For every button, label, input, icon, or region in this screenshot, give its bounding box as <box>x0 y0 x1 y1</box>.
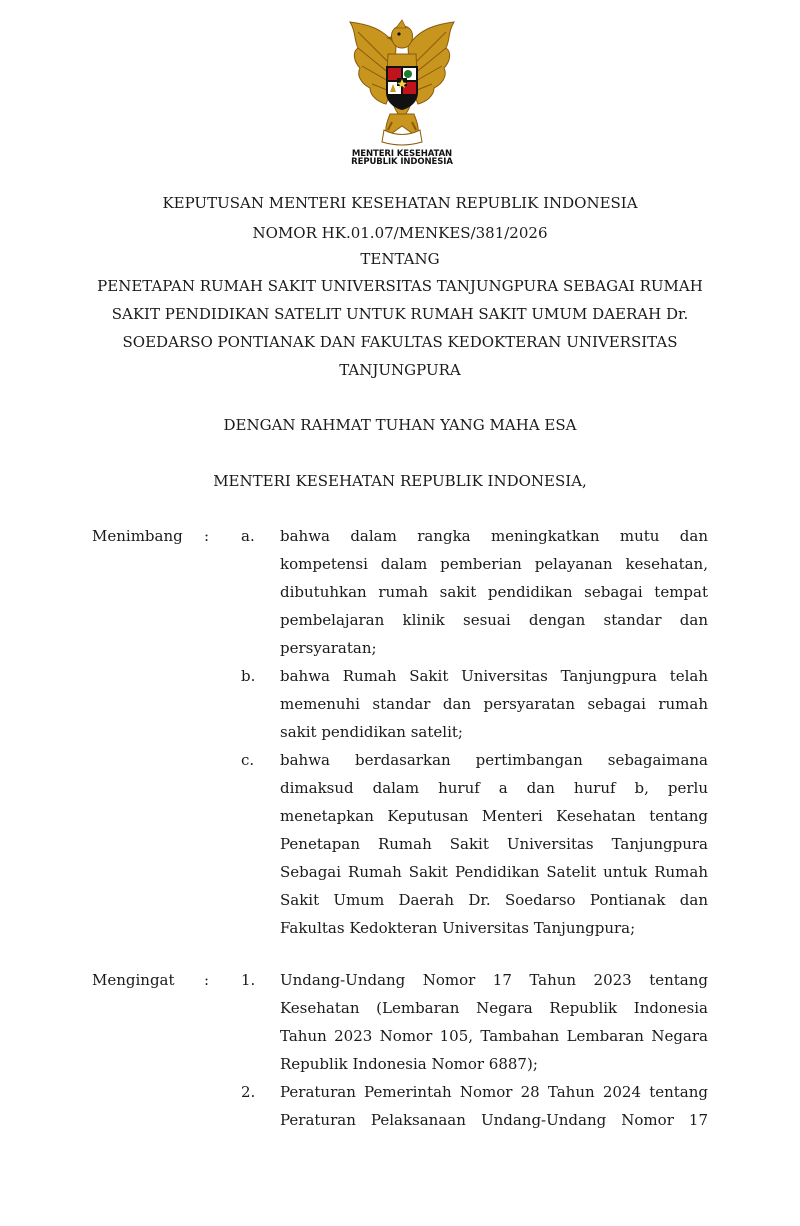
text-line: dimaksud dalam huruf a dan huruf b, perlu <box>280 779 708 797</box>
mengingat-colon: : <box>204 971 210 989</box>
text-line: Peraturan Pelaksanaan Undang-Undang Nomor 17 <box>280 1111 708 1129</box>
item-marker: a. <box>241 527 255 545</box>
item-marker: 2. <box>241 1083 256 1101</box>
decree-tentang: TENTANG <box>360 250 440 268</box>
text-line: Penetapan Rumah Sakit Universitas Tanjungpura <box>280 835 708 853</box>
garuda-emblem <box>336 18 468 180</box>
decree-subject-line: PENETAPAN RUMAH SAKIT UNIVERSITAS TANJUNGPURA SEBAGAI RUMAH <box>97 277 703 295</box>
text-line: Undang-Undang Nomor 17 Tahun 2023 tentang <box>280 971 708 989</box>
invocation: DENGAN RAHMAT TUHAN YANG MAHA ESA <box>223 416 577 434</box>
text-line: memenuhi standar dan persyaratan sebagai rumah <box>280 695 708 713</box>
text-line: menetapkan Keputusan Menteri Kesehatan tentang <box>280 807 708 825</box>
decree-subject-line: SOEDARSO PONTIANAK DAN FAKULTAS KEDOKTERAN UNIVERSITAS <box>122 333 678 351</box>
text-line: bahwa Rumah Sakit Universitas Tanjungpura telah <box>280 667 708 685</box>
text-line: Peraturan Pemerintah Nomor 28 Tahun 2024 tentang <box>280 1083 708 1101</box>
text-line: Republik Indonesia Nomor 6887); <box>280 1055 538 1073</box>
emblem-caption-line1: MENTERI KESEHATAN <box>351 149 453 159</box>
text-line: Kesehatan (Lembaran Negara Republik Indonesia <box>280 999 708 1017</box>
menimbang-item-c <box>280 749 708 945</box>
text-line: Tahun 2023 Nomor 105, Tambahan Lembaran Negara <box>280 1027 708 1045</box>
text-line: Fakultas Kedokteran Universitas Tanjungpura; <box>280 919 636 937</box>
text-line: dibutuhkan rumah sakit pendidikan sebagai tempat <box>280 583 708 601</box>
decree-number: NOMOR HK.01.07/MENKES/381/2026 <box>252 224 548 242</box>
mengingat-label: Mengingat <box>92 971 175 989</box>
emblem-caption-line2: REPUBLIK INDONESIA <box>351 157 453 167</box>
text-line: sakit pendidikan satelit; <box>280 723 463 741</box>
item-marker: 1. <box>241 971 256 989</box>
garuda-pancasila-icon <box>336 18 468 150</box>
decree-subject-line: SAKIT PENDIDIKAN SATELIT UNTUK RUMAH SAKIT UMUM DAERAH Dr. <box>111 305 689 323</box>
menimbang-item-b <box>280 665 708 749</box>
menimbang-item-a <box>280 525 708 665</box>
mengingat-item-2 <box>280 1081 708 1137</box>
menimbang-colon: : <box>204 527 210 545</box>
item-marker: b. <box>241 667 256 685</box>
decree-subject-line: TANJUNGPURA <box>339 361 461 379</box>
text-line: bahwa dalam rangka meningkatkan mutu dan <box>280 527 708 545</box>
authority: MENTERI KESEHATAN REPUBLIK INDONESIA, <box>213 472 587 490</box>
text-line: Sakit Umum Daerah Dr. Soedarso Pontianak dan <box>280 891 708 909</box>
text-line: pembelajaran klinik sesuai dengan standar dan <box>280 611 708 629</box>
text-line: persyaratan; <box>280 639 377 657</box>
mengingat-item-1 <box>280 969 708 1081</box>
text-line: Sebagai Rumah Sakit Pendidikan Satelit untuk Rumah <box>280 863 708 881</box>
decree-title: KEPUTUSAN MENTERI KESEHATAN REPUBLIK INDONESIA <box>162 194 638 212</box>
menimbang-label: Menimbang <box>92 527 183 545</box>
text-line: kompetensi dalam pemberian pelayanan kesehatan, <box>280 555 708 573</box>
text-line: bahwa berdasarkan pertimbangan sebagaimana <box>280 751 708 769</box>
item-marker: c. <box>241 751 255 769</box>
